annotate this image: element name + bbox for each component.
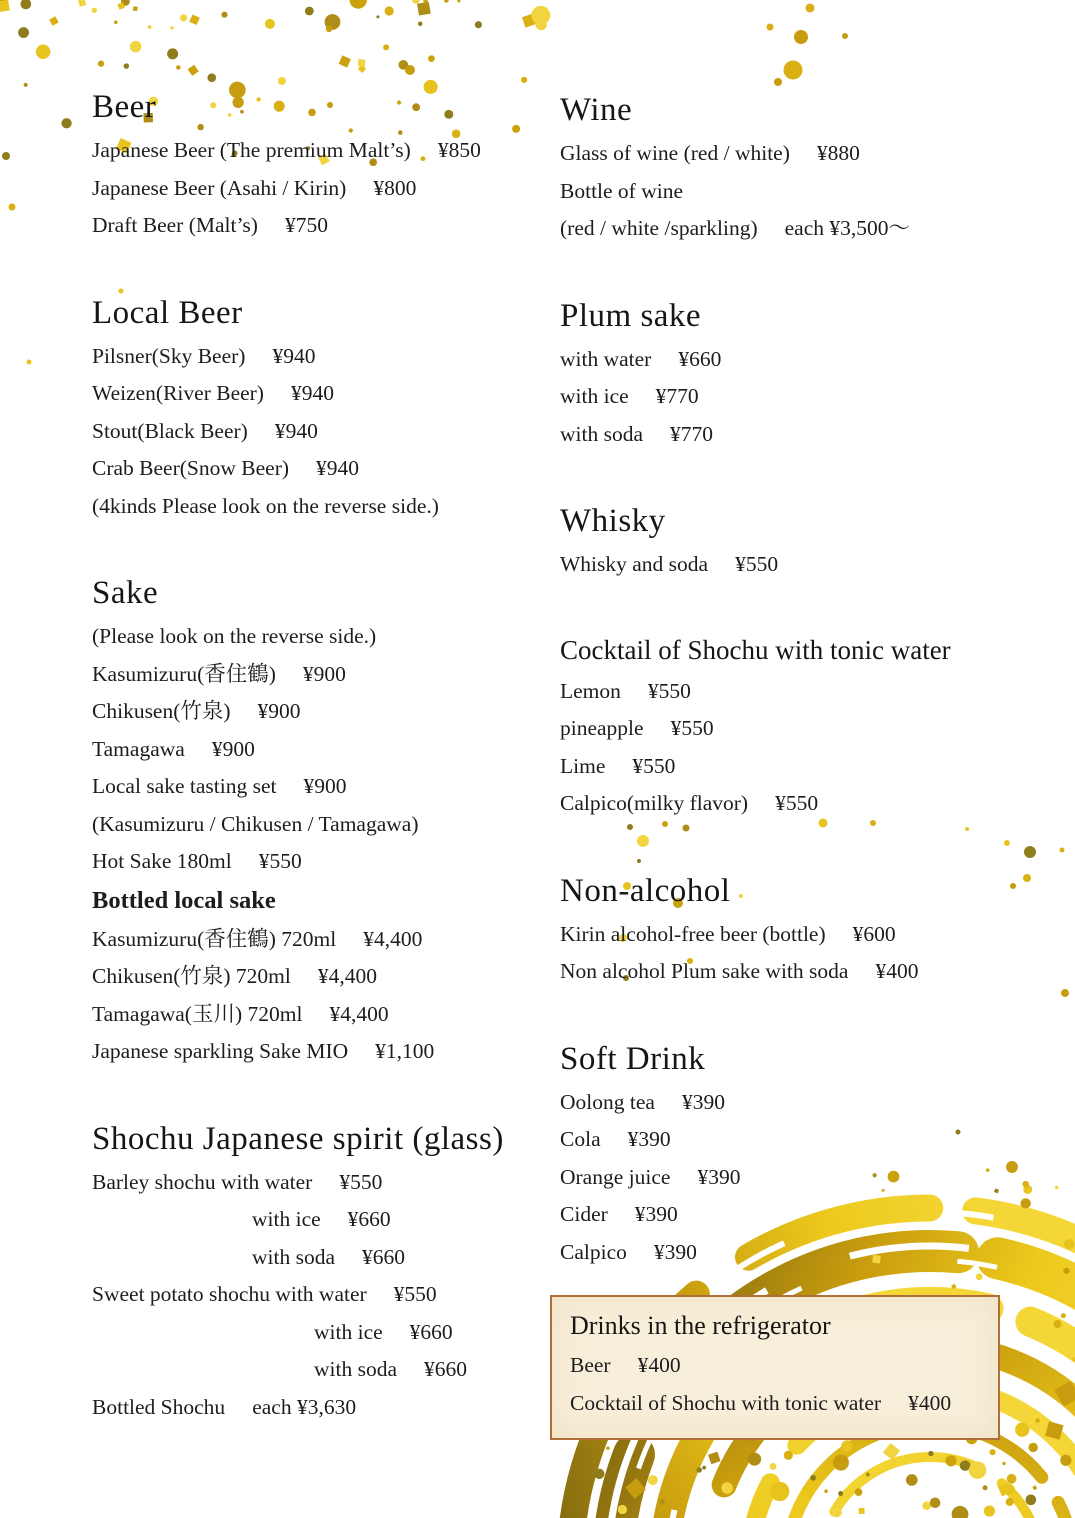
menu-item	[560, 416, 1012, 454]
menu-item	[92, 1164, 540, 1202]
item-label: Non alcohol Plum sake with soda	[560, 959, 849, 983]
menu-item	[92, 693, 540, 731]
item-price: ¥550	[735, 552, 779, 576]
menu-note	[92, 488, 540, 526]
menu-item	[92, 731, 540, 769]
menu-item	[560, 1234, 1012, 1272]
item-price: ¥900	[302, 661, 346, 686]
item-price: ¥390	[697, 1164, 741, 1189]
menu-section-beer	[92, 85, 540, 245]
menu-item	[92, 1314, 540, 1352]
item-label: Kasumizuru(香住鶴)	[92, 661, 276, 686]
menu-section-shochu-japanese-spirit-glass	[92, 1117, 540, 1427]
section-heading-local-beer: Local Beer	[92, 294, 243, 331]
item-label: Kasumizuru(香住鶴) 720ml	[92, 926, 337, 951]
menu-item	[92, 1201, 540, 1239]
item-label: Bottled Shochu	[92, 1394, 226, 1419]
menu-item	[560, 1196, 1012, 1234]
item-price: ¥750	[284, 213, 328, 237]
menu-item	[560, 953, 1012, 991]
section-items	[560, 1084, 1012, 1272]
item-price: ¥940	[272, 343, 316, 368]
menu-item	[560, 785, 1012, 823]
item-label: Bottle of wine	[560, 178, 684, 203]
section-heading-cocktail-of-shochu-with-tonic-water: Cocktail of Shochu with tonic water	[560, 634, 951, 665]
item-price: ¥4,400	[363, 926, 423, 951]
item-label: Chikusen(竹泉)	[92, 699, 231, 723]
menu-section-non-alcohol	[560, 869, 1012, 991]
menu-item	[92, 375, 540, 413]
item-price: ¥900	[257, 699, 301, 723]
item-price: ¥800	[373, 175, 417, 200]
item-label: Bottled local sake	[92, 886, 276, 914]
menu-item	[560, 1084, 1012, 1122]
item-price: ¥400	[637, 1353, 681, 1377]
menu-section-local-beer	[92, 291, 540, 526]
section-heading-whisky: Whisky	[560, 503, 666, 539]
item-label: (Please look on the reverse side.)	[92, 624, 377, 648]
item-label: Stout(Black Beer)	[92, 418, 248, 443]
menu-item	[560, 916, 1012, 954]
item-label: Calpico	[560, 1239, 627, 1264]
menu-item	[560, 341, 1012, 379]
item-label: Calpico(milky flavor)	[560, 791, 749, 815]
menu-note	[92, 806, 540, 844]
item-price: ¥600	[852, 921, 896, 946]
section-heading-sake: Sake	[92, 575, 159, 611]
item-label: Chikusen(竹泉) 720ml	[92, 964, 291, 988]
item-price: ¥400	[908, 1390, 952, 1415]
item-price: ¥900	[303, 774, 347, 798]
item-label: with ice	[252, 1207, 321, 1231]
item-price: ¥770	[670, 421, 714, 446]
menu-item	[92, 1033, 540, 1071]
section-heading-non-alcohol: Non-alcohol	[560, 872, 731, 909]
item-price: ¥1,100	[375, 1039, 435, 1063]
item-label: Crab Beer(Snow Beer)	[92, 456, 290, 480]
item-label: Cocktail of Shochu with tonic water	[570, 1390, 882, 1415]
item-label: (4kinds Please look on the reverse side.)	[92, 493, 439, 518]
item-label: with soda	[252, 1244, 336, 1269]
item-label: with water	[560, 346, 652, 371]
item-label: Weizen(River Beer)	[92, 381, 264, 405]
item-label: (red / white /sparkling)	[560, 216, 758, 240]
menu-item	[92, 338, 540, 376]
item-label: with soda	[314, 1357, 398, 1381]
item-label: Sweet potato shochu with water	[92, 1282, 367, 1306]
item-price: ¥550	[775, 791, 819, 815]
item-price: ¥550	[258, 849, 302, 873]
item-label: Oolong tea	[560, 1089, 655, 1114]
item-label: pineapple	[560, 716, 644, 740]
menu-section-plum-sake	[560, 294, 1012, 454]
item-price: ¥660	[409, 1319, 453, 1344]
section-heading-soft-drink: Soft Drink	[560, 1040, 706, 1077]
item-price: ¥4,400	[317, 964, 377, 988]
item-price: ¥660	[347, 1207, 391, 1231]
section-items	[560, 673, 1012, 823]
item-label: Hot Sake 180ml	[92, 849, 232, 873]
menu-item	[560, 1121, 1012, 1159]
section-items	[560, 135, 1012, 248]
section-items	[560, 916, 1012, 991]
menu-column-left	[92, 85, 540, 1426]
item-label: with soda	[560, 421, 644, 446]
menu-subheading	[92, 881, 540, 921]
item-label: Draft Beer (Malt’s)	[92, 213, 258, 237]
menu-item	[560, 1159, 1012, 1197]
menu-section-cocktail-of-shochu-with-tonic-water	[560, 630, 1012, 823]
section-items	[92, 132, 540, 245]
item-label: Glass of wine (red / white)	[560, 141, 790, 165]
item-label: Japanese Beer (Asahi / Kirin)	[92, 175, 347, 200]
item-price: ¥390	[627, 1127, 671, 1151]
item-price: ¥550	[647, 678, 691, 703]
item-price: ¥660	[362, 1244, 406, 1269]
item-label: Local sake tasting set	[92, 774, 277, 798]
item-label: Cider	[560, 1202, 608, 1226]
menu-item	[92, 207, 540, 245]
menu-column-right	[560, 88, 1012, 1440]
item-label: Tamagawa(玉川) 720ml	[92, 1001, 303, 1026]
item-price: ¥770	[655, 384, 699, 408]
menu-item	[92, 450, 540, 488]
section-heading-wine: Wine	[560, 92, 633, 128]
item-label: Pilsner(Sky Beer)	[92, 343, 246, 368]
item-price: ¥660	[424, 1357, 468, 1381]
item-label: Japanese Beer (The premium Malt’s)	[92, 138, 411, 162]
item-label: with ice	[314, 1319, 383, 1344]
item-price: ¥940	[274, 418, 318, 443]
item-label: Lime	[560, 753, 606, 778]
item-price: ¥850	[437, 138, 481, 162]
menu-item	[92, 132, 540, 170]
item-price: ¥550	[670, 716, 714, 740]
item-label: Whisky and soda	[560, 552, 709, 576]
menu-item	[92, 1239, 540, 1277]
item-label: Tamagawa	[92, 736, 185, 761]
menu-item	[560, 210, 1012, 248]
menu-section-wine	[560, 88, 1012, 248]
item-label: (Kasumizuru / Chikusen / Tamagawa)	[92, 811, 419, 836]
section-heading-beer: Beer	[92, 89, 157, 125]
item-price: ¥940	[290, 381, 334, 405]
menu-item	[92, 958, 540, 996]
menu-item	[92, 1351, 540, 1389]
menu-item	[92, 843, 540, 881]
menu-section-whisky	[560, 499, 1012, 584]
menu-item	[92, 921, 540, 959]
item-price: ¥4,400	[329, 1001, 389, 1026]
section-heading-plum-sake: Plum sake	[560, 297, 702, 334]
item-price: each ¥3,500～	[784, 216, 911, 240]
menu-item	[570, 1385, 984, 1423]
item-price: ¥940	[316, 456, 360, 480]
item-label: Barley shochu with water	[92, 1169, 313, 1194]
section-items	[92, 618, 540, 1071]
item-price: ¥390	[681, 1089, 725, 1114]
section-items	[570, 1347, 984, 1422]
menu-item	[92, 413, 540, 451]
menu-item	[560, 710, 1012, 748]
section-items	[560, 546, 1012, 584]
menu-item	[92, 170, 540, 208]
menu-item	[560, 546, 1012, 584]
menu-section-soft-drink	[560, 1037, 1012, 1272]
item-price: each ¥3,630	[252, 1394, 357, 1419]
menu-item	[92, 996, 540, 1034]
item-price: ¥390	[653, 1239, 697, 1264]
menu-item	[570, 1347, 984, 1385]
item-label: Kirin alcohol-free beer (bottle)	[560, 921, 826, 946]
item-price: ¥550	[339, 1169, 383, 1194]
section-items	[92, 338, 540, 526]
section-items	[92, 1164, 540, 1427]
item-price: ¥400	[875, 959, 919, 983]
item-label: Beer	[570, 1353, 611, 1377]
menu-item	[92, 1389, 540, 1427]
box-title: Drinks in the refrigerator	[570, 1311, 831, 1340]
item-price: ¥660	[678, 346, 722, 371]
item-price: ¥550	[393, 1282, 437, 1306]
item-label: Japanese sparkling Sake MIO	[92, 1039, 349, 1063]
item-price: ¥880	[816, 141, 860, 165]
menu-item	[560, 673, 1012, 711]
menu-item	[560, 173, 1012, 211]
menu-item	[560, 135, 1012, 173]
item-label: Lemon	[560, 678, 621, 703]
item-price: ¥550	[632, 753, 676, 778]
item-label: with ice	[560, 384, 629, 408]
menu-item	[92, 656, 540, 694]
item-price: ¥900	[211, 736, 255, 761]
menu-item	[560, 748, 1012, 786]
refrigerator-box	[550, 1295, 1000, 1440]
section-heading-shochu-japanese-spirit-glass: Shochu Japanese spirit (glass)	[92, 1120, 504, 1157]
menu-item	[560, 378, 1012, 416]
menu-item	[92, 768, 540, 806]
section-items	[560, 341, 1012, 454]
menu-note	[92, 618, 540, 656]
item-price: ¥390	[634, 1202, 678, 1226]
item-label: Cola	[560, 1127, 601, 1151]
menu-section-sake	[92, 571, 540, 1071]
item-label: Orange juice	[560, 1164, 671, 1189]
menu-item	[92, 1276, 540, 1314]
